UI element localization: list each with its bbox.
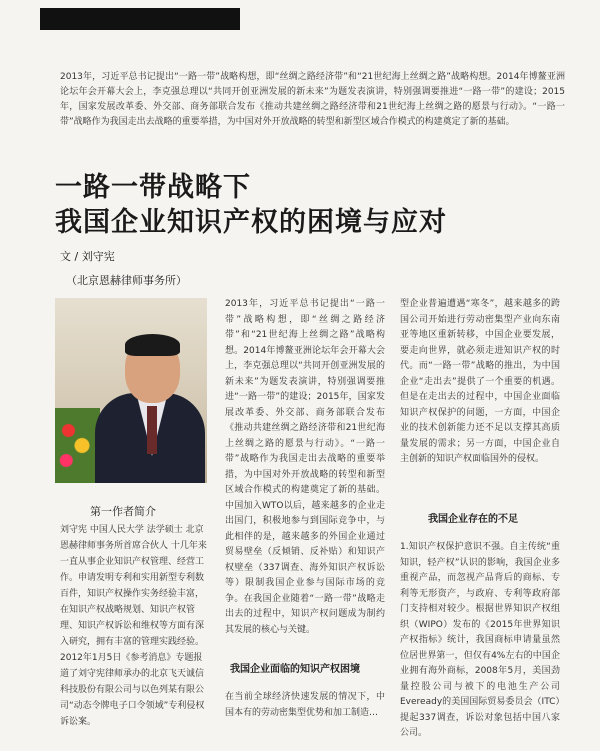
photo-hair — [125, 334, 180, 356]
author-byline: 文 / 刘守宪 — [60, 250, 115, 263]
article-title-line1: 一路一带战略下 — [55, 172, 251, 203]
flowers-decoration — [55, 408, 100, 483]
section-heading-shortcomings: 我国企业存在的不足 — [428, 514, 518, 525]
author-bio-heading: 第一作者简介 — [90, 505, 156, 518]
body-column-middle: 2013年，习近平总书记提出“一路一带”战略构想，即“丝绸之路经济带”和“21世纪海上丝绸之路”战略构想。2014年博鳌亚洲论坛年会开幕大会上，李克强总理以“共同开创亚洲发展的新未来”为题发表演讲，特别强调要推进“一路一带”的建设；2015年，国家发展改革委、外交部、商务部联合发布《推动共建丝绸之路经济带和21世纪海上丝绸之路的愿景与行动》。“一路一带”战略作为我国走出去战略的重要举措，为中国对外开放战略的转型和新型区域合作模式的构建奠定了新的基础。中国加入WTO以后，越来越多的企业走出国门，积极地参与到国际竞争中，与此相伴的是，越来越多的外国企业通过贸易壁垒（反倾销、反补贴）和知识产权壁垒（337调查、海外知识产权诉讼等）限制我国企业参与国际市场的竞争。在我国企业随着“一路一带”战略走出去的过程中，知识产权问题成为制约其发展的核心与关键。 — [225, 299, 385, 635]
body-column-right-continued: 1.知识产权保护意识不强。自主传统“重知识，轻产权”认识的影响，我国企业多重视产品，而忽视产品背后的商标、专利等无形资产，与政府、专利等政府部门支持相对较少。根据世界知识产权组织（WIPO）发布的《2015年世界知识产权指标》统计，我国商标申请量虽然位居世界第一，但仅有4%左右的中国企业拥有海外商标，2008年5月，美国劲量控股公司与被下的电池生产公司Eveready的美国国际贸易委员会（ITC）提起337调查，诉讼对象包括中国八家公司。 — [400, 542, 560, 738]
intro-paragraph: 2013年，习近平总书记提出“一路一带”战略构想，即“丝绸之路经济带”和“21世纪海上丝绸之路”战略构想。2014年博鳌亚洲论坛年会开幕大会上，李克强总理以“共同开创亚洲发展的新未来”为题发表演讲，特别强调要推进“一路一带”的建设；2015年，国家发展改革委、外交部、商务部联合发布《推动共建丝绸之路经济带和21世纪海上丝绸之路的愿景与行动》。“一路一带”战略作为我国走出去战略的重要举措，为中国对外开放战略的转型和新型区域合作模式的构建奠定了新的基础。 — [60, 72, 565, 127]
photo-tie — [147, 406, 157, 454]
author-organization: （北京恩赫律师事务所） — [66, 274, 187, 287]
body-column-right: 型企业普遍遭遇“寒冬”，越来越多的跨国公司开始进行劳动密集型产业向东南亚等地区重新转移，中国企业要发展，要走向世界，就必须走进知识产权的时代。而“一路一带”战略的推出，为中国企业“走出去”提供了一个重要的机遇。但是在走出去的过程中，中国企业面临知识产权保护的问题，一方面，中国企业的技术创新能力还不足以支撑其高质量发展的需求；另一方面，中国企业自主创新的知识产权面临国外的侵权。 — [400, 299, 560, 464]
section-heading-difficulties: 我国企业面临的知识产权困境 — [230, 664, 360, 675]
article-title-line2: 我国企业知识产权的困境与应对 — [55, 207, 447, 238]
body-column-middle-continued: 在当前全球经济快速发展的情况下，中国本有的劳动密集型优势和加工制造… — [225, 692, 385, 718]
author-photo — [55, 298, 207, 483]
header-black-bar — [40, 8, 240, 30]
author-bio-text: 刘守宪 中国人民大学 法学硕士 北京恩赫律师事务所首席合伙人 十几年来一直从事企业知识产权管理、经营工作。申请发明专利和实用新型专利数百件，知识产权操作实务经验丰富，在知识产权战略规划、知识产权管理、知识产权诉讼和维权等方面有深入研究，拥有丰富的管理实践经验。2012年1月5日《参考消息》专题报道了刘守宪律师承办的北京飞天诚信科技股份有限公司与以色列某有限公司“动态令牌电子口令领域”专利侵权诉讼案。 — [60, 525, 207, 727]
